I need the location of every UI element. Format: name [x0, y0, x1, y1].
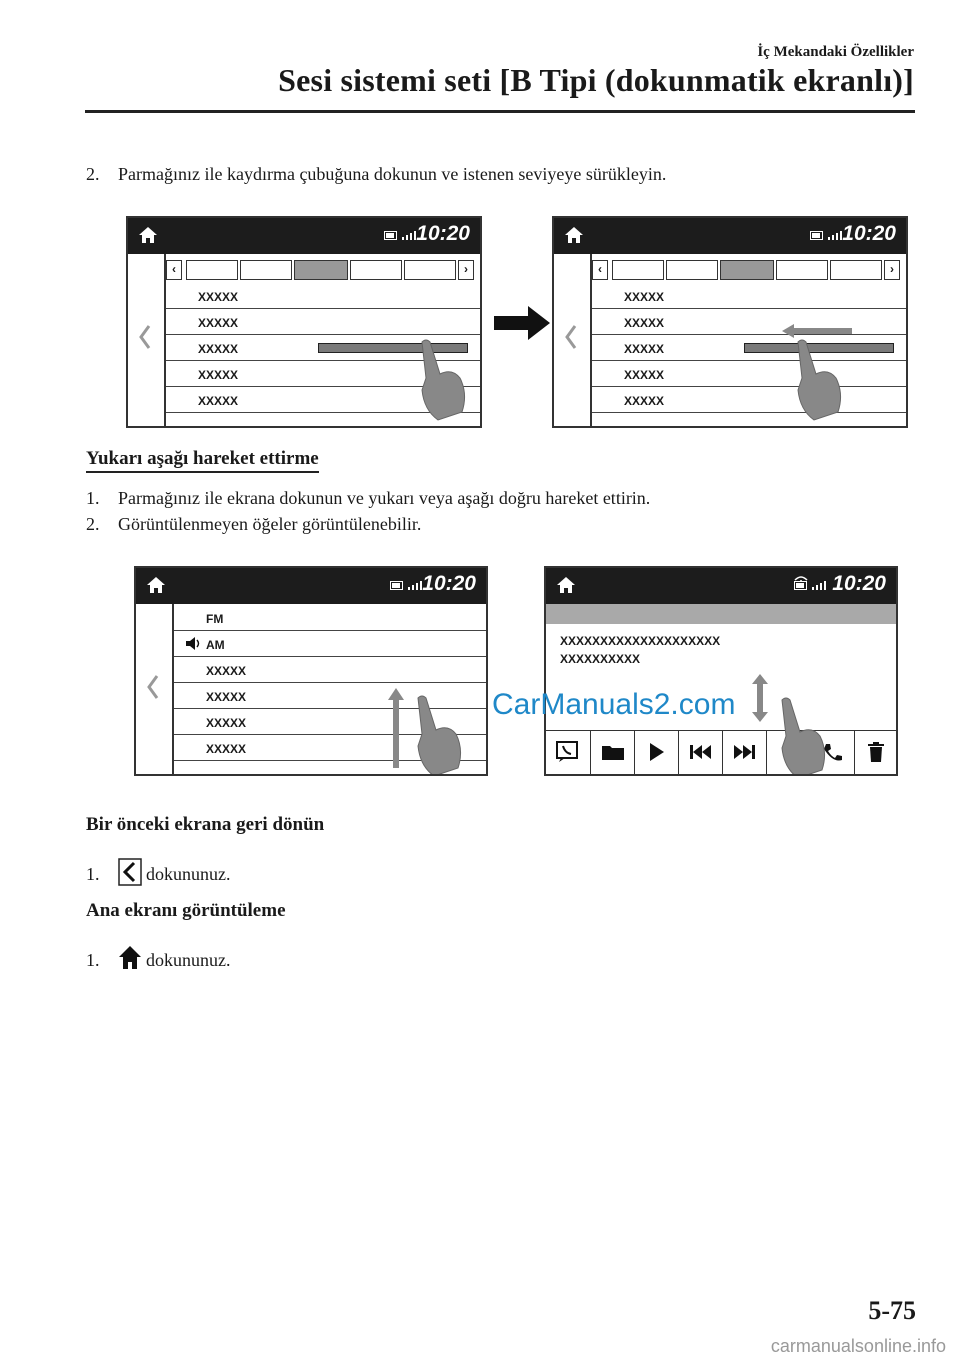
signal-icon — [812, 581, 826, 590]
battery-icon — [390, 581, 404, 590]
page-title: Sesi sistemi seti [B Tipi (dokunmatik ekranlı)] — [278, 62, 914, 98]
tab[interactable] — [240, 260, 292, 280]
tab-next-button[interactable]: › — [458, 260, 474, 280]
list-item[interactable]: XXXXX — [166, 362, 480, 387]
signal-icon — [828, 231, 842, 240]
speaker-icon — [186, 637, 200, 650]
list-item[interactable]: XXXXX — [166, 388, 480, 413]
list-item[interactable]: XXXXX — [174, 736, 486, 761]
instruction-step: 2. Parmağınız ile kaydırma çubuğuna dokunun ve istenen seviyeye sürükleyin. — [86, 164, 667, 184]
home-icon — [118, 944, 142, 972]
clock: 10:20 — [832, 572, 886, 595]
tab-next-button[interactable]: › — [884, 260, 900, 280]
signal-icon — [402, 231, 416, 240]
page-number: 5-75 — [868, 1296, 916, 1325]
home-icon[interactable] — [564, 226, 584, 244]
tab-strip[interactable] — [592, 260, 902, 282]
watermark: CarManuals2.com — [492, 688, 736, 721]
back-icon — [118, 858, 142, 886]
hand-icon — [788, 338, 844, 422]
tab[interactable] — [830, 260, 882, 280]
home-icon[interactable] — [138, 226, 158, 244]
tab[interactable] — [186, 260, 238, 280]
folder-button[interactable] — [590, 730, 634, 774]
list-item[interactable]: XXXXX — [174, 658, 486, 683]
message-text-line: XXXXXXXXXXXXXXXXXXXX — [560, 634, 721, 648]
home-icon[interactable] — [556, 576, 576, 594]
instruction-step: 1. dokununuz. — [86, 944, 231, 972]
tab[interactable] — [776, 260, 828, 280]
list-item[interactable]: XXXXX — [592, 336, 906, 361]
clock: 10:20 — [842, 222, 896, 245]
screen-radio-list — [134, 566, 488, 776]
tab-prev-button[interactable]: ‹ — [166, 260, 182, 280]
header-divider — [85, 110, 915, 113]
scroll-up-arrow-icon — [388, 688, 404, 768]
list-item[interactable]: XXXXX — [166, 284, 480, 309]
list-item[interactable]: XXXXX — [166, 310, 480, 335]
screen-slider-before — [126, 216, 482, 428]
tab-selected[interactable] — [294, 260, 348, 280]
list-item[interactable]: XXXXX — [592, 310, 906, 335]
list-item[interactable]: XXXXX — [592, 388, 906, 413]
battery-icon — [794, 581, 808, 590]
list-item[interactable]: XXXXX — [174, 684, 486, 709]
message-text-line: XXXXXXXXXX — [560, 652, 641, 666]
tab[interactable] — [350, 260, 402, 280]
battery-icon — [810, 231, 824, 240]
back-icon[interactable] — [564, 324, 578, 350]
tab[interactable] — [612, 260, 664, 280]
instruction-step: 2. Görüntülenmeyen öğeler görüntülenebilir. — [86, 514, 422, 534]
message-header-band — [546, 604, 896, 624]
tab-prev-button[interactable]: ‹ — [592, 260, 608, 280]
drag-left-arrow-icon — [782, 324, 852, 338]
hand-icon — [408, 694, 464, 776]
next-button[interactable] — [722, 730, 766, 774]
hand-icon — [772, 696, 828, 776]
list-item[interactable]: XXXXX — [592, 284, 906, 309]
back-icon[interactable] — [146, 674, 160, 700]
scroll-updown-arrow-icon — [752, 674, 768, 722]
screen-slider-after — [552, 216, 908, 428]
arrow-right-icon — [494, 306, 550, 340]
tab-strip[interactable] — [166, 260, 476, 282]
instruction-step: 1. Parmağınız ile ekrana dokunun ve yukarı veya aşağı doğru hareket ettirin. — [86, 488, 651, 508]
home-icon[interactable] — [146, 576, 166, 594]
list-item-fm[interactable]: FM — [174, 606, 486, 631]
list-item-am[interactable]: AM — [174, 632, 486, 657]
screen-message — [544, 566, 898, 776]
tab[interactable] — [666, 260, 718, 280]
clock: 10:20 — [416, 222, 470, 245]
section-label: İç Mekandaki Özellikler — [757, 44, 914, 60]
tab-selected[interactable] — [720, 260, 774, 280]
delete-button[interactable] — [854, 730, 898, 774]
section-heading-scroll: Yukarı aşağı hareket ettirme — [86, 448, 319, 473]
call-message-button[interactable] — [546, 730, 590, 774]
list-item[interactable]: XXXXX — [166, 336, 480, 361]
clock: 10:20 — [422, 572, 476, 595]
previous-button[interactable] — [678, 730, 722, 774]
back-icon[interactable] — [138, 324, 152, 350]
signal-icon — [408, 581, 422, 590]
list-item[interactable]: XXXXX — [174, 710, 486, 735]
list-item[interactable]: XXXXX — [592, 362, 906, 387]
tab[interactable] — [404, 260, 456, 280]
section-heading-home: Ana ekranı görüntüleme — [86, 900, 286, 921]
play-button[interactable] — [634, 730, 678, 774]
footer-site: carmanualsonline.info — [770, 1336, 946, 1356]
instruction-step: 1. dokununuz. — [86, 858, 231, 886]
section-heading-back: Bir önceki ekrana geri dönün — [86, 814, 325, 835]
battery-icon — [384, 231, 398, 240]
hand-icon — [412, 338, 468, 422]
